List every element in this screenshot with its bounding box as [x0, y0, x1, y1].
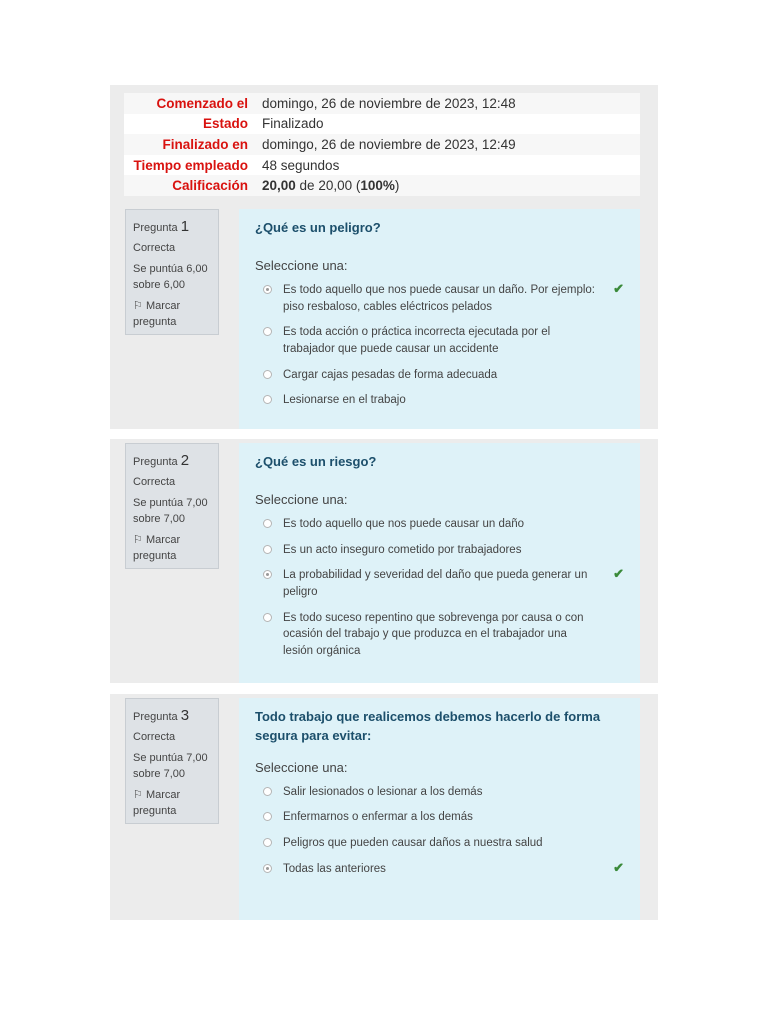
summary-table [124, 93, 640, 196]
answer-label: La probabilidad y severidad del daño que pueda generar un peligro [283, 569, 588, 598]
question-prompt: Seleccione una: [255, 491, 348, 507]
summary-label: Estado [202, 116, 248, 132]
flag-question-link[interactable] [133, 788, 211, 820]
summary-value: domingo, 26 de noviembre de 2023, 12:48 [262, 95, 516, 111]
question-info [125, 698, 219, 824]
question-number [133, 450, 211, 472]
grade-score: 20,00 [262, 178, 296, 194]
attempt-summary [110, 85, 658, 205]
answer-option[interactable] [255, 861, 624, 878]
question-state: Correcta [133, 241, 176, 254]
answer-label: Es un acto inseguro cometido por trabajadores [283, 543, 522, 556]
check-icon: ✔ [613, 859, 624, 875]
answer-label: Lesionarse en el trabajo [283, 394, 406, 407]
summary-row-time [124, 155, 640, 176]
summary-row-finished [124, 134, 640, 155]
answer-option[interactable] [255, 610, 624, 660]
radio-icon[interactable] [263, 285, 272, 294]
answer-label: Todas las anteriores [283, 862, 386, 875]
question-grade: Se puntúa 6,00 sobre 6,00 [133, 262, 208, 291]
summary-value: Finalizado [262, 116, 324, 132]
summary-label: Comenzado el [156, 95, 248, 111]
summary-grade-value [252, 178, 399, 193]
flag-question-link[interactable] [133, 533, 211, 565]
question-state: Correcta [133, 475, 176, 488]
question-1 [110, 205, 658, 429]
radio-icon[interactable] [263, 864, 272, 873]
question-grade: Se puntúa 7,00 sobre 7,00 [133, 496, 208, 525]
radio-icon[interactable] [263, 327, 272, 336]
answer-label: Peligros que pueden causar daños a nuestra salud [283, 837, 543, 850]
answer-label: Enfermarnos o enfermar a los demás [283, 811, 473, 824]
answer-option[interactable] [255, 516, 624, 533]
question-info [125, 209, 219, 335]
radio-icon[interactable] [263, 370, 272, 379]
question-prompt: Seleccione una: [255, 257, 348, 273]
answer-option[interactable] [255, 809, 624, 826]
summary-value: domingo, 26 de noviembre de 2023, 12:49 [262, 136, 516, 152]
question-2 [110, 439, 658, 683]
question-label: Pregunta [133, 711, 178, 723]
radio-icon[interactable] [263, 545, 272, 554]
question-state: Correcta [133, 730, 176, 743]
answer-label: Cargar cajas pesadas de forma adecuada [283, 368, 498, 381]
question-content [239, 698, 640, 920]
flag-label: Marcar pregunta [133, 299, 181, 328]
question-label: Pregunta [133, 222, 178, 234]
question-label: Pregunta [133, 456, 178, 468]
answer-option[interactable] [255, 567, 624, 600]
answer-label: Es toda acción o práctica incorrecta ejecutada por el trabajador que puede causar un accidente [283, 326, 551, 355]
question-text: Todo trabajo que realicemos debemos hacerlo de forma segura para evitar: [255, 709, 601, 743]
answer-option[interactable] [255, 367, 624, 384]
question-number [133, 705, 211, 727]
grade-close: ) [394, 178, 400, 194]
answer-option[interactable] [255, 392, 624, 409]
question-info [125, 443, 219, 569]
question-text: ¿Qué es un peligro? [255, 220, 381, 235]
summary-row-started [124, 93, 640, 114]
check-icon: ✔ [613, 280, 624, 296]
radio-icon[interactable] [263, 570, 272, 579]
radio-icon[interactable] [263, 613, 272, 622]
answer-option[interactable] [255, 324, 624, 357]
flag-label: Marcar pregunta [133, 533, 181, 562]
answer-option[interactable] [255, 282, 624, 315]
question-text: ¿Qué es un riesgo? [255, 454, 377, 469]
question-number-value: 2 [180, 452, 190, 469]
answer-label: Es todo suceso repentino que sobrevenga por causa o con ocasión del trabajo y que produzca en el trabajador una lesión orgánica [283, 611, 584, 657]
summary-label: Tiempo empleado [133, 157, 248, 173]
answer-label: Es todo aquello que nos puede causar un daño [283, 517, 525, 530]
answer-option[interactable] [255, 784, 624, 801]
flag-label: Marcar pregunta [133, 788, 181, 817]
question-content [239, 209, 640, 429]
grade-percent: 100% [360, 178, 395, 194]
question-content [239, 443, 640, 683]
answer-option[interactable] [255, 835, 624, 852]
flag-icon: ⚐ [133, 533, 143, 546]
radio-icon[interactable] [263, 395, 272, 404]
flag-icon: ⚐ [133, 788, 143, 801]
question-number-value: 3 [180, 707, 190, 724]
radio-icon[interactable] [263, 838, 272, 847]
summary-row-grade [124, 175, 640, 196]
radio-icon[interactable] [263, 787, 272, 796]
flag-icon: ⚐ [133, 299, 143, 312]
answer-option[interactable] [255, 542, 624, 559]
question-grade: Se puntúa 7,00 sobre 7,00 [133, 751, 208, 780]
check-icon: ✔ [613, 566, 624, 582]
summary-label: Finalizado en [162, 136, 248, 152]
answer-label: Salir lesionados o lesionar a los demás [283, 785, 483, 798]
question-number [133, 216, 211, 238]
question-number-value: 1 [180, 218, 190, 235]
grade-of: de 20,00 ( [295, 178, 361, 194]
flag-question-link[interactable] [133, 299, 211, 331]
radio-icon[interactable] [263, 519, 272, 528]
question-3 [110, 694, 658, 920]
answer-label: Es todo aquello que nos puede causar un daño. Por ejemplo: piso resbaloso, cables eléctricos pelados [283, 283, 595, 313]
question-prompt: Seleccione una: [255, 759, 348, 775]
summary-label: Calificación [172, 178, 248, 194]
summary-row-state [124, 114, 640, 135]
summary-value: 48 segundos [262, 157, 340, 173]
radio-icon[interactable] [263, 812, 272, 821]
